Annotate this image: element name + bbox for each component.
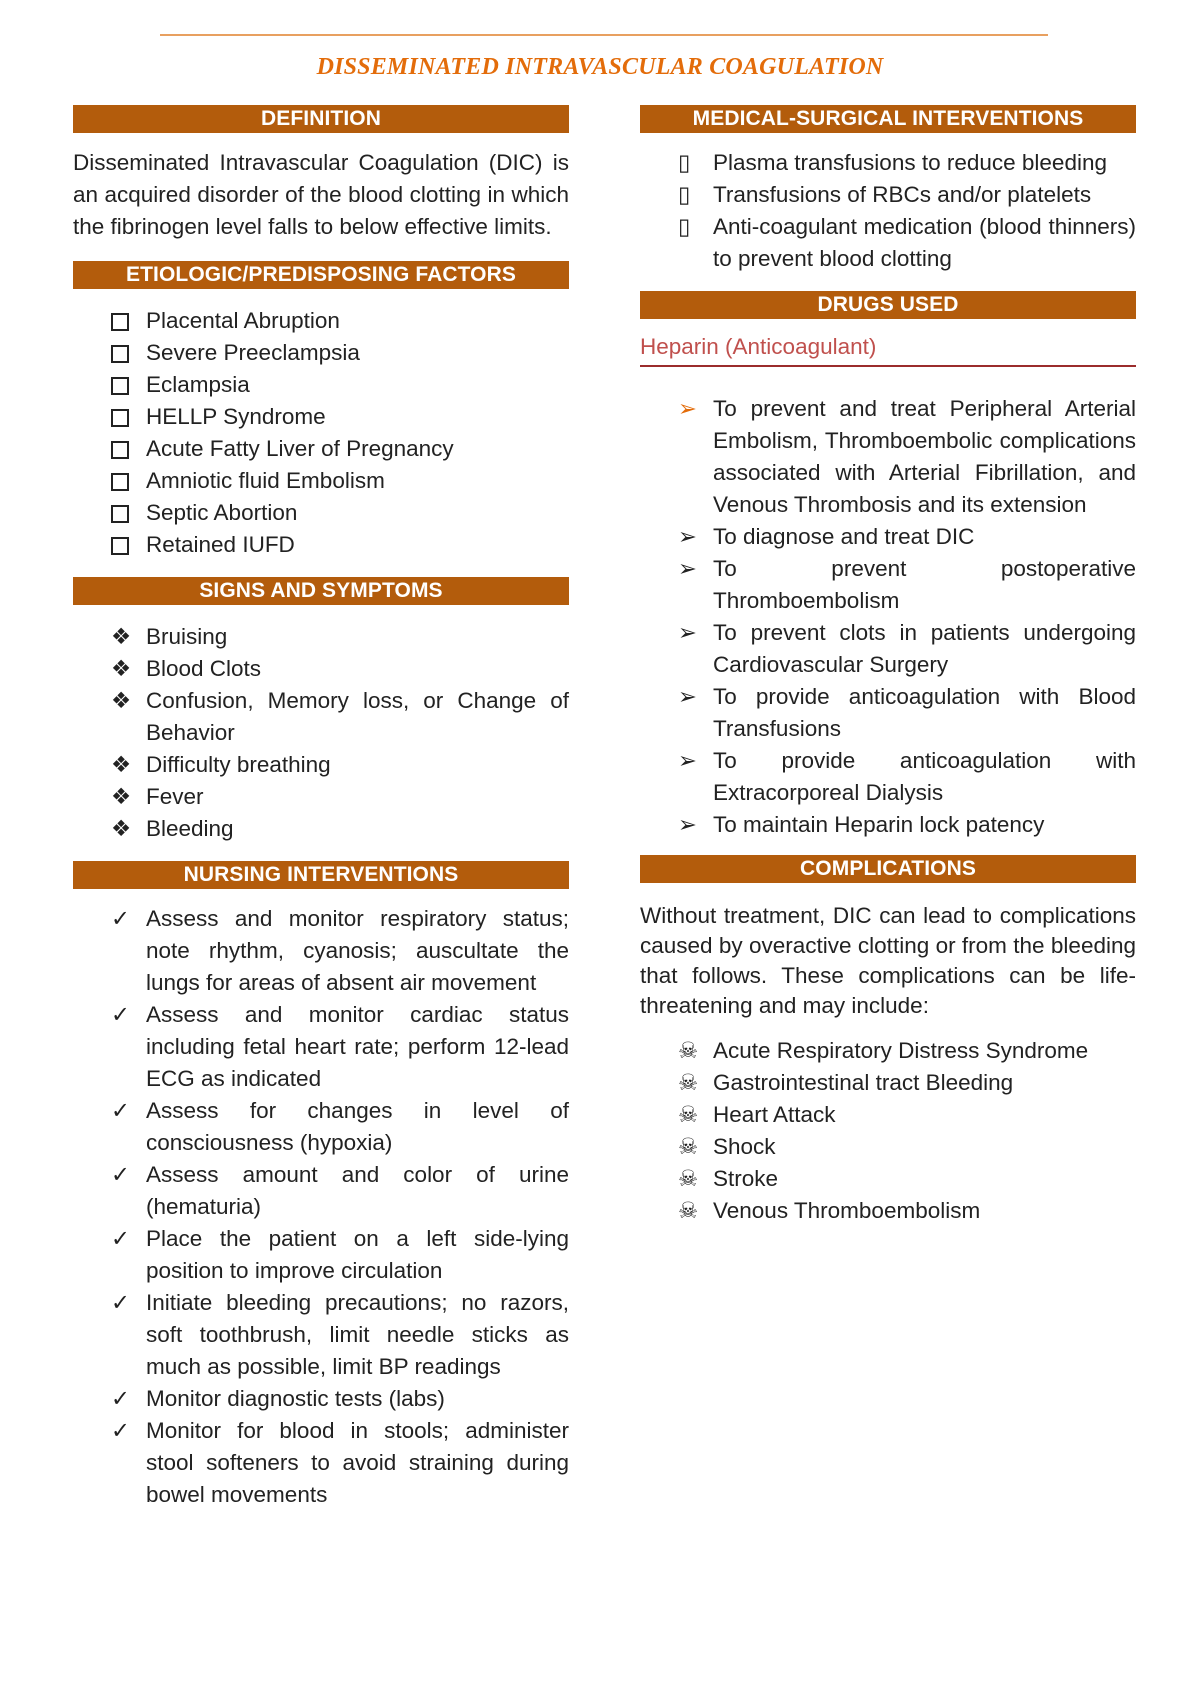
top-rule bbox=[160, 34, 1048, 36]
list-item: ➢ To diagnose and treat DIC bbox=[640, 521, 1136, 553]
etiologic-header: ETIOLOGIC/PREDISPOSING FACTORS bbox=[73, 261, 569, 289]
list-item: Septic Abortion bbox=[73, 497, 569, 529]
checkbox-square-icon bbox=[111, 433, 139, 468]
complications-header: COMPLICATIONS bbox=[640, 855, 1136, 883]
list-item: ☠ Heart Attack bbox=[640, 1099, 1136, 1131]
arrow-right-icon: ➢ bbox=[678, 684, 697, 709]
diamond-four-petal-icon: ❖ bbox=[111, 688, 132, 713]
rectangle-glyph-icon: ▯ bbox=[678, 150, 691, 175]
definition-text: Disseminated Intravascular Coagulation (DIC) is an acquired disorder of the blood clotting in which the fibrinogen level falls to below effective limits. bbox=[73, 150, 569, 239]
list-item: ▯ Anti-coagulant medication (blood thinners) to prevent blood clotting bbox=[640, 211, 1136, 275]
drugs-list bbox=[640, 393, 1136, 841]
checkmark-icon: ✓ bbox=[111, 1002, 130, 1027]
drug-name: Heparin (Anticoagulant) bbox=[640, 334, 877, 359]
medsurg-header: MEDICAL-SURGICAL INTERVENTIONS bbox=[640, 105, 1136, 133]
skull-crossbones-icon: ☠ bbox=[678, 1166, 699, 1191]
list-item: ❖ Difficulty breathing bbox=[73, 749, 569, 781]
right-column bbox=[640, 105, 1136, 1227]
list-item: Severe Preeclampsia bbox=[73, 337, 569, 369]
rectangle-glyph-icon: ▯ bbox=[678, 214, 691, 239]
arrow-right-icon: ➢ bbox=[678, 748, 697, 773]
drug-underline bbox=[640, 365, 1136, 367]
checkmark-icon: ✓ bbox=[111, 1162, 130, 1187]
list-item: Placental Abruption bbox=[73, 305, 569, 337]
list-item: ✓ Initiate bleeding precautions; no razors, soft toothbrush, limit needle sticks as much as possible, limit BP readings bbox=[73, 1287, 569, 1383]
arrow-right-icon: ➢ bbox=[678, 556, 697, 581]
list-item: ✓ Assess for changes in level of consciousness (hypoxia) bbox=[73, 1095, 569, 1159]
checkmark-icon: ✓ bbox=[111, 1418, 130, 1443]
checkbox-square-icon bbox=[111, 497, 139, 532]
list-item: Acute Fatty Liver of Pregnancy bbox=[73, 433, 569, 465]
diamond-four-petal-icon: ❖ bbox=[111, 752, 132, 777]
nursing-list bbox=[73, 903, 569, 1511]
list-item: ➢ To provide anticoagulation with Blood Transfusions bbox=[640, 681, 1136, 745]
diamond-four-petal-icon: ❖ bbox=[111, 624, 132, 649]
list-item: Eclampsia bbox=[73, 369, 569, 401]
checkmark-icon: ✓ bbox=[111, 1290, 130, 1315]
complications-intro: Without treatment, DIC can lead to complications caused by overactive clotting or from the bleeding that follows. These complications can be life-threatening and may include: bbox=[640, 903, 1136, 1018]
skull-crossbones-icon: ☠ bbox=[678, 1102, 699, 1127]
list-item: ✓ Place the patient on a left side-lying position to improve circulation bbox=[73, 1223, 569, 1287]
skull-crossbones-icon: ☠ bbox=[678, 1038, 699, 1063]
skull-crossbones-icon: ☠ bbox=[678, 1198, 699, 1223]
checkbox-square-icon bbox=[111, 337, 139, 372]
list-item: ☠ Acute Respiratory Distress Syndrome bbox=[640, 1035, 1136, 1067]
list-item: ☠ Venous Thromboembolism bbox=[640, 1195, 1136, 1227]
skull-crossbones-icon: ☠ bbox=[678, 1070, 699, 1095]
list-item: ➢ To maintain Heparin lock patency bbox=[640, 809, 1136, 841]
arrow-right-icon: ➢ bbox=[678, 620, 697, 645]
list-item: Amniotic fluid Embolism bbox=[73, 465, 569, 497]
list-item: Retained IUFD bbox=[73, 529, 569, 561]
list-item: ❖ Bleeding bbox=[73, 813, 569, 845]
list-item: ☠ Shock bbox=[640, 1131, 1136, 1163]
list-item: ☠ Stroke bbox=[640, 1163, 1136, 1195]
list-item: HELLP Syndrome bbox=[73, 401, 569, 433]
list-item: ✓ Assess amount and color of urine (hematuria) bbox=[73, 1159, 569, 1223]
checkmark-icon: ✓ bbox=[111, 1386, 130, 1411]
rectangle-glyph-icon: ▯ bbox=[678, 182, 691, 207]
checkmark-icon: ✓ bbox=[111, 906, 130, 931]
list-item: ➢ To prevent postoperative Thromboembolism bbox=[640, 553, 1136, 617]
list-item: ▯ Plasma transfusions to reduce bleeding bbox=[640, 147, 1136, 179]
list-item: ☠ Gastrointestinal tract Bleeding bbox=[640, 1067, 1136, 1099]
checkmark-icon: ✓ bbox=[111, 1098, 130, 1123]
list-item: ▯ Transfusions of RBCs and/or platelets bbox=[640, 179, 1136, 211]
signs-list bbox=[73, 621, 569, 845]
list-item: ✓ Monitor for blood in stools; administer stool softeners to avoid straining during bowel movements bbox=[73, 1415, 569, 1511]
checkbox-square-icon bbox=[111, 401, 139, 436]
list-item: ➢ To provide anticoagulation with Extracorporeal Dialysis bbox=[640, 745, 1136, 809]
checkbox-square-icon bbox=[111, 369, 139, 404]
arrow-right-icon: ➢ bbox=[678, 812, 697, 837]
arrow-right-icon: ➢ bbox=[678, 524, 697, 549]
drugs-header: DRUGS USED bbox=[640, 291, 1136, 319]
list-item: ✓ Assess and monitor respiratory status; note rhythm, cyanosis; auscultate the lungs for areas of absent air movement bbox=[73, 903, 569, 999]
definition-header: DEFINITION bbox=[73, 105, 569, 133]
diamond-four-petal-icon: ❖ bbox=[111, 816, 132, 841]
checkmark-icon: ✓ bbox=[111, 1226, 130, 1251]
left-column bbox=[73, 105, 569, 1511]
skull-crossbones-icon: ☠ bbox=[678, 1134, 699, 1159]
medsurg-list bbox=[640, 147, 1136, 275]
checkbox-square-icon bbox=[111, 465, 139, 500]
list-item: ❖ Fever bbox=[73, 781, 569, 813]
etiologic-list bbox=[73, 305, 569, 561]
complications-list bbox=[640, 1035, 1136, 1227]
list-item: ❖ Blood Clots bbox=[73, 653, 569, 685]
list-item: ❖ Bruising bbox=[73, 621, 569, 653]
diamond-four-petal-icon: ❖ bbox=[111, 656, 132, 681]
signs-header: SIGNS AND SYMPTOMS bbox=[73, 577, 569, 605]
page-title: DISSEMINATED INTRAVASCULAR COAGULATION bbox=[316, 54, 884, 80]
checkbox-square-icon bbox=[111, 305, 139, 340]
nursing-header: NURSING INTERVENTIONS bbox=[73, 861, 569, 889]
list-item: ✓ Assess and monitor cardiac status including fetal heart rate; perform 12-lead ECG as indicated bbox=[73, 999, 569, 1095]
list-item: ✓ Monitor diagnostic tests (labs) bbox=[73, 1383, 569, 1415]
list-item: ➢ To prevent and treat Peripheral Arterial Embolism, Thromboembolic complications associated with Arterial Fibrillation, and Venous Thrombosis and its extension bbox=[640, 393, 1136, 521]
list-item: ➢ To prevent clots in patients undergoing Cardiovascular Surgery bbox=[640, 617, 1136, 681]
arrow-right-icon: ➢ bbox=[678, 396, 697, 421]
diamond-four-petal-icon: ❖ bbox=[111, 784, 132, 809]
list-item: ❖ Confusion, Memory loss, or Change of Behavior bbox=[73, 685, 569, 749]
checkbox-square-icon bbox=[111, 529, 139, 564]
